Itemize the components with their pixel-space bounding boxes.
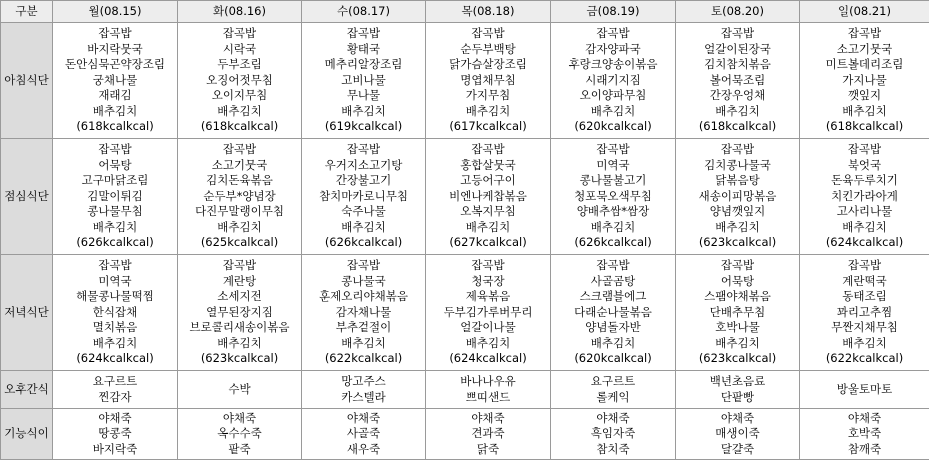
header-day-sat: 토(08.20) bbox=[676, 1, 800, 23]
menu-item: 잡곡밥 bbox=[98, 25, 132, 40]
menu-item: 잡곡밥 bbox=[720, 25, 755, 40]
menu-item: 땅콩죽 bbox=[98, 426, 132, 441]
menu-item: 오복지무침 bbox=[460, 204, 516, 219]
menu-cell-dinner-sat bbox=[676, 255, 800, 371]
menu-cell-dinner-sun bbox=[800, 255, 929, 371]
menu-item: 잡곡밥 bbox=[720, 257, 755, 272]
menu-item: 깻잎지 bbox=[847, 88, 882, 103]
menu-item: 고등어구이 bbox=[460, 173, 516, 188]
row-label-lunch: 점심식단 bbox=[1, 139, 53, 255]
menu-cell-afternoon-snack-tue bbox=[178, 371, 302, 409]
menu-item: (626kcalkcal) bbox=[574, 235, 652, 250]
menu-item: 잡곡밥 bbox=[471, 141, 505, 156]
menu-item: 잡곡밥 bbox=[847, 257, 882, 272]
menu-item: 새우죽 bbox=[346, 441, 381, 456]
menu-item: 야채죽 bbox=[222, 410, 257, 425]
menu-item: 고구마닭조림 bbox=[81, 173, 149, 188]
menu-item: (623kcalkcal) bbox=[698, 351, 777, 366]
menu-item: 재래김 bbox=[98, 88, 132, 103]
menu-item: 배추김치 bbox=[465, 335, 511, 350]
menu-item: 소세지전 bbox=[217, 289, 262, 304]
menu-item: 황태국 bbox=[346, 41, 381, 56]
menu-item: 볼어묵조림 bbox=[709, 72, 766, 87]
menu-item: 부추겉절이 bbox=[335, 320, 392, 335]
menu-item: (618kcalkcal) bbox=[698, 119, 777, 134]
menu-item: 동태조림 bbox=[842, 289, 887, 304]
menu-row-breakfast bbox=[1, 23, 929, 139]
menu-cell-dinner-mon bbox=[53, 255, 178, 371]
menu-item: (620kcalkcal) bbox=[574, 351, 652, 366]
menu-item: 청국장 bbox=[471, 273, 505, 288]
menu-item: 달걀죽 bbox=[720, 441, 755, 456]
menu-item: (618kcalkcal) bbox=[825, 119, 904, 134]
menu-item: 계란탕 bbox=[222, 273, 257, 288]
menu-cell-breakfast-tue bbox=[178, 23, 302, 139]
menu-item: 양념깻잎지 bbox=[709, 204, 766, 219]
menu-item: (623kcalkcal) bbox=[200, 351, 279, 366]
menu-item: 가지나물 bbox=[842, 72, 887, 87]
menu-item: 오이지무침 bbox=[211, 88, 268, 103]
menu-item: 닭볶음탕 bbox=[715, 173, 760, 188]
menu-item: 요구르트 bbox=[590, 373, 636, 388]
menu-item: 카스텔라 bbox=[341, 389, 386, 404]
menu-item: 잡곡밥 bbox=[98, 141, 132, 156]
menu-item: 야채죽 bbox=[346, 410, 381, 425]
menu-cell-breakfast-sat bbox=[676, 23, 800, 139]
menu-item: 잡곡밥 bbox=[222, 257, 257, 272]
row-label-special-diet: 기능식이 bbox=[1, 409, 53, 460]
menu-item: 고사리나물 bbox=[836, 204, 893, 219]
menu-item: 시래기지짐 bbox=[585, 72, 641, 87]
menu-item: 돈안심묵곤약장조림 bbox=[65, 57, 165, 72]
menu-item: 잡곡밥 bbox=[346, 257, 381, 272]
menu-item: 후랑크양송이볶음 bbox=[568, 57, 658, 72]
menu-item: 홍합살뭇국 bbox=[460, 157, 516, 172]
menu-item: (618kcalkcal) bbox=[76, 119, 154, 134]
menu-item: 브로콜리새송이볶음 bbox=[189, 320, 290, 335]
menu-item: 배추김치 bbox=[465, 219, 511, 234]
menu-item: 순두부백탕 bbox=[460, 41, 516, 56]
menu-item: 백년초음료 bbox=[709, 373, 766, 388]
menu-item: 배추김치 bbox=[341, 219, 386, 234]
menu-item: 어묵탕 bbox=[720, 273, 755, 288]
menu-item: 사골곰탕 bbox=[590, 273, 636, 288]
menu-item: 청포묵오색무침 bbox=[574, 188, 652, 203]
menu-item: 배추김치 bbox=[217, 219, 262, 234]
menu-cell-dinner-thu bbox=[426, 255, 551, 371]
menu-item: 참치죽 bbox=[596, 441, 630, 456]
menu-item: 고비나물 bbox=[341, 72, 386, 87]
menu-cell-lunch-thu bbox=[426, 139, 551, 255]
menu-item: 잡곡밥 bbox=[471, 257, 505, 272]
menu-item: (619kcalkcal) bbox=[324, 119, 403, 134]
menu-item: 숙주나물 bbox=[341, 204, 386, 219]
menu-item: 롤케익 bbox=[596, 389, 630, 404]
menu-item: 궁채나물 bbox=[92, 72, 138, 87]
menu-item: (626kcalkcal) bbox=[324, 235, 403, 250]
menu-item: 배추김치 bbox=[590, 335, 636, 350]
menu-item: 야채죽 bbox=[847, 410, 882, 425]
menu-item: (620kcalkcal) bbox=[574, 119, 652, 134]
menu-item: 견과죽 bbox=[471, 426, 505, 441]
menu-cell-breakfast-wed bbox=[302, 23, 426, 139]
menu-row-dinner bbox=[1, 255, 929, 371]
menu-cell-afternoon-snack-thu bbox=[426, 371, 551, 409]
menu-row-afternoon-snack bbox=[1, 371, 929, 409]
menu-item: 배추김치 bbox=[92, 219, 138, 234]
menu-item: 수박 bbox=[228, 381, 251, 396]
menu-item: 얼갈이된장국 bbox=[704, 41, 771, 56]
header-day-sun: 일(08.21) bbox=[800, 1, 929, 23]
menu-item: 오징어젓무침 bbox=[206, 72, 273, 87]
menu-item: 꽈리고추찜 bbox=[836, 304, 893, 319]
header-category-label: 구분 bbox=[1, 1, 53, 23]
menu-item: 잡곡밥 bbox=[847, 141, 882, 156]
menu-item: 잡곡밥 bbox=[222, 141, 257, 156]
menu-item: 우거지소고기탕 bbox=[324, 157, 403, 172]
menu-item: 감자양파국 bbox=[585, 41, 641, 56]
menu-item: 김말이튀김 bbox=[87, 188, 143, 203]
menu-item: (617kcalkcal) bbox=[449, 119, 527, 134]
menu-item: 망고주스 bbox=[341, 373, 386, 388]
menu-item: 제육볶음 bbox=[465, 289, 511, 304]
menu-item: 다진무말랭이무침 bbox=[195, 204, 284, 219]
header-day-mon: 월(08.15) bbox=[53, 1, 178, 23]
menu-item: 김치돈육볶음 bbox=[206, 173, 273, 188]
menu-cell-special-diet-sun bbox=[800, 409, 929, 460]
menu-item: 야채죽 bbox=[98, 410, 132, 425]
menu-item: 순두부*양념장 bbox=[203, 188, 276, 203]
menu-item: 미역국 bbox=[98, 273, 132, 288]
menu-item: 단배추무침 bbox=[709, 304, 766, 319]
menu-cell-breakfast-sun bbox=[800, 23, 929, 139]
header-day-wed: 수(08.17) bbox=[302, 1, 426, 23]
menu-item: 양배추쌈*쌈장 bbox=[576, 204, 650, 219]
menu-item: 무나물 bbox=[346, 88, 381, 103]
menu-item: 배추김치 bbox=[465, 103, 511, 118]
menu-item: (622kcalkcal) bbox=[324, 351, 403, 366]
menu-item: 다래순나물볶음 bbox=[574, 304, 652, 319]
menu-item: 양념돌자반 bbox=[585, 320, 641, 335]
menu-cell-dinner-tue bbox=[178, 255, 302, 371]
menu-item: 방울토마토 bbox=[836, 381, 893, 396]
menu-cell-special-diet-wed bbox=[302, 409, 426, 460]
menu-item: (624kcalkcal) bbox=[76, 351, 154, 366]
menu-item: 돈육두루치기 bbox=[831, 173, 898, 188]
menu-item: (625kcalkcal) bbox=[200, 235, 279, 250]
menu-item: 간장불고기 bbox=[335, 173, 392, 188]
menu-item: 배추김치 bbox=[842, 335, 887, 350]
menu-item: 호박나물 bbox=[715, 320, 760, 335]
menu-item: 잡곡밥 bbox=[346, 141, 381, 156]
header-row bbox=[1, 1, 929, 23]
menu-item: (624kcalkcal) bbox=[449, 351, 527, 366]
menu-item: 배추김치 bbox=[715, 335, 760, 350]
menu-item: (627kcalkcal) bbox=[449, 235, 527, 250]
menu-item: 요구르트 bbox=[92, 373, 138, 388]
menu-item: 배추김치 bbox=[590, 219, 636, 234]
menu-item: 야채죽 bbox=[471, 410, 505, 425]
menu-item: 해물콩나물떡찜 bbox=[76, 289, 154, 304]
row-label-breakfast: 아침식단 bbox=[1, 23, 53, 139]
menu-cell-lunch-tue bbox=[178, 139, 302, 255]
menu-item: 잡곡밥 bbox=[222, 25, 257, 40]
menu-item: 소고기뭇국 bbox=[836, 41, 893, 56]
menu-item: (618kcalkcal) bbox=[200, 119, 279, 134]
menu-item: 배추김치 bbox=[217, 103, 262, 118]
menu-item: 흑임자죽 bbox=[590, 426, 636, 441]
menu-cell-special-diet-thu bbox=[426, 409, 551, 460]
header-day-thu: 목(08.18) bbox=[426, 1, 551, 23]
menu-item: 배추김치 bbox=[341, 335, 386, 350]
menu-item: 배추김치 bbox=[217, 335, 262, 350]
menu-item: (626kcalkcal) bbox=[76, 235, 154, 250]
menu-item: 새송이피망볶음 bbox=[698, 188, 777, 203]
menu-item: 닭죽 bbox=[476, 441, 500, 456]
menu-cell-dinner-fri bbox=[551, 255, 676, 371]
menu-cell-afternoon-snack-mon bbox=[53, 371, 178, 409]
menu-item: 참깨죽 bbox=[847, 441, 882, 456]
menu-item: 명엽채무침 bbox=[460, 72, 516, 87]
menu-item: 가지무침 bbox=[465, 88, 511, 103]
menu-cell-special-diet-mon bbox=[53, 409, 178, 460]
header-day-fri: 금(08.19) bbox=[551, 1, 676, 23]
menu-cell-lunch-wed bbox=[302, 139, 426, 255]
menu-item: 바지락죽 bbox=[92, 441, 138, 456]
menu-item: 미트볼데리조림 bbox=[825, 57, 904, 72]
menu-cell-breakfast-fri bbox=[551, 23, 676, 139]
menu-item: 배추김치 bbox=[842, 219, 887, 234]
menu-item: 옥수수죽 bbox=[217, 426, 262, 441]
menu-item: 콩나물불고기 bbox=[579, 173, 647, 188]
menu-item: 미역국 bbox=[596, 157, 630, 172]
menu-item: 비엔나케찹볶음 bbox=[449, 188, 527, 203]
menu-item: 간장우엉채 bbox=[709, 88, 766, 103]
menu-cell-breakfast-mon bbox=[53, 23, 178, 139]
menu-item: 무짠지채무침 bbox=[831, 320, 898, 335]
menu-row-lunch bbox=[1, 139, 929, 255]
menu-item: 스크램블에그 bbox=[579, 289, 647, 304]
menu-item: 잡곡밥 bbox=[596, 257, 630, 272]
menu-cell-breakfast-thu bbox=[426, 23, 551, 139]
menu-item: 시락국 bbox=[222, 41, 257, 56]
menu-item: 배추김치 bbox=[341, 103, 386, 118]
menu-item: 매생이죽 bbox=[715, 426, 760, 441]
menu-item: 닭가슴살장조림 bbox=[449, 57, 527, 72]
menu-item: (623kcalkcal) bbox=[698, 235, 777, 250]
menu-cell-dinner-wed bbox=[302, 255, 426, 371]
menu-item: 오이양파무침 bbox=[579, 88, 647, 103]
menu-cell-lunch-sat bbox=[676, 139, 800, 255]
row-label-afternoon-snack: 오후간식 bbox=[1, 371, 53, 409]
menu-item: 단팥빵 bbox=[720, 389, 755, 404]
menu-item: 소고기뭇국 bbox=[211, 157, 268, 172]
menu-cell-lunch-fri bbox=[551, 139, 676, 255]
header-day-tue: 화(08.16) bbox=[178, 1, 302, 23]
menu-item: 쁘띠샌드 bbox=[465, 389, 511, 404]
menu-item: 잡곡밥 bbox=[596, 141, 630, 156]
menu-item: 어묵탕 bbox=[98, 157, 132, 172]
menu-item: 배추김치 bbox=[715, 103, 760, 118]
menu-item: 야채죽 bbox=[596, 410, 630, 425]
menu-item: 한식잡채 bbox=[92, 304, 138, 319]
menu-item: 멸치볶음 bbox=[92, 320, 138, 335]
menu-item: 잡곡밥 bbox=[346, 25, 381, 40]
menu-cell-special-diet-sat bbox=[676, 409, 800, 460]
menu-item: 야채죽 bbox=[720, 410, 755, 425]
menu-item: 바나나우유 bbox=[460, 373, 516, 388]
menu-item: 치킨가라아게 bbox=[831, 188, 898, 203]
menu-cell-lunch-mon bbox=[53, 139, 178, 255]
menu-item: 스팸야채볶음 bbox=[704, 289, 771, 304]
menu-item: 계란떡국 bbox=[842, 273, 887, 288]
menu-item: 두부조림 bbox=[217, 57, 262, 72]
menu-item: 열무된장지짐 bbox=[206, 304, 273, 319]
menu-cell-afternoon-snack-sun bbox=[800, 371, 929, 409]
menu-item: 북엇국 bbox=[847, 157, 882, 172]
menu-item: 콩나물무침 bbox=[87, 204, 143, 219]
menu-cell-lunch-sun bbox=[800, 139, 929, 255]
menu-item: 콩나물국 bbox=[341, 273, 386, 288]
menu-item: 훈제오리야채볶음 bbox=[319, 289, 408, 304]
menu-item: 배추김치 bbox=[92, 335, 138, 350]
menu-item: 잡곡밥 bbox=[98, 257, 132, 272]
menu-item: 김치콩나물국 bbox=[704, 157, 771, 172]
menu-item: 잡곡밥 bbox=[847, 25, 882, 40]
menu-cell-special-diet-tue bbox=[178, 409, 302, 460]
menu-item: 얼갈이나물 bbox=[460, 320, 516, 335]
menu-item: 배추김치 bbox=[842, 103, 887, 118]
menu-item: (624kcalkcal) bbox=[825, 235, 904, 250]
menu-item: 사골죽 bbox=[346, 426, 381, 441]
menu-item: 두부김가루버무리 bbox=[443, 304, 533, 319]
menu-item: 팥죽 bbox=[228, 441, 251, 456]
menu-row-special-diet bbox=[1, 409, 929, 460]
menu-cell-afternoon-snack-sat bbox=[676, 371, 800, 409]
menu-item: 배추김치 bbox=[715, 219, 760, 234]
menu-item: 호박죽 bbox=[847, 426, 882, 441]
menu-item: 배추김치 bbox=[590, 103, 636, 118]
menu-cell-special-diet-fri bbox=[551, 409, 676, 460]
menu-item: 참치마카로니무침 bbox=[319, 188, 408, 203]
menu-item: 감자채나물 bbox=[335, 304, 392, 319]
row-label-dinner: 저녁식단 bbox=[1, 255, 53, 371]
menu-item: 잡곡밥 bbox=[720, 141, 755, 156]
menu-cell-afternoon-snack-fri bbox=[551, 371, 676, 409]
menu-item: 메추리알장조림 bbox=[324, 57, 403, 72]
menu-item: 배추김치 bbox=[92, 103, 138, 118]
menu-item: 잡곡밥 bbox=[596, 25, 630, 40]
menu-cell-afternoon-snack-wed bbox=[302, 371, 426, 409]
menu-item: 찐감자 bbox=[98, 389, 132, 404]
menu-item: 김치참치볶음 bbox=[704, 57, 771, 72]
menu-item: 잡곡밥 bbox=[471, 25, 505, 40]
menu-item: (622kcalkcal) bbox=[825, 351, 904, 366]
menu-item: 바지락뭇국 bbox=[87, 41, 143, 56]
